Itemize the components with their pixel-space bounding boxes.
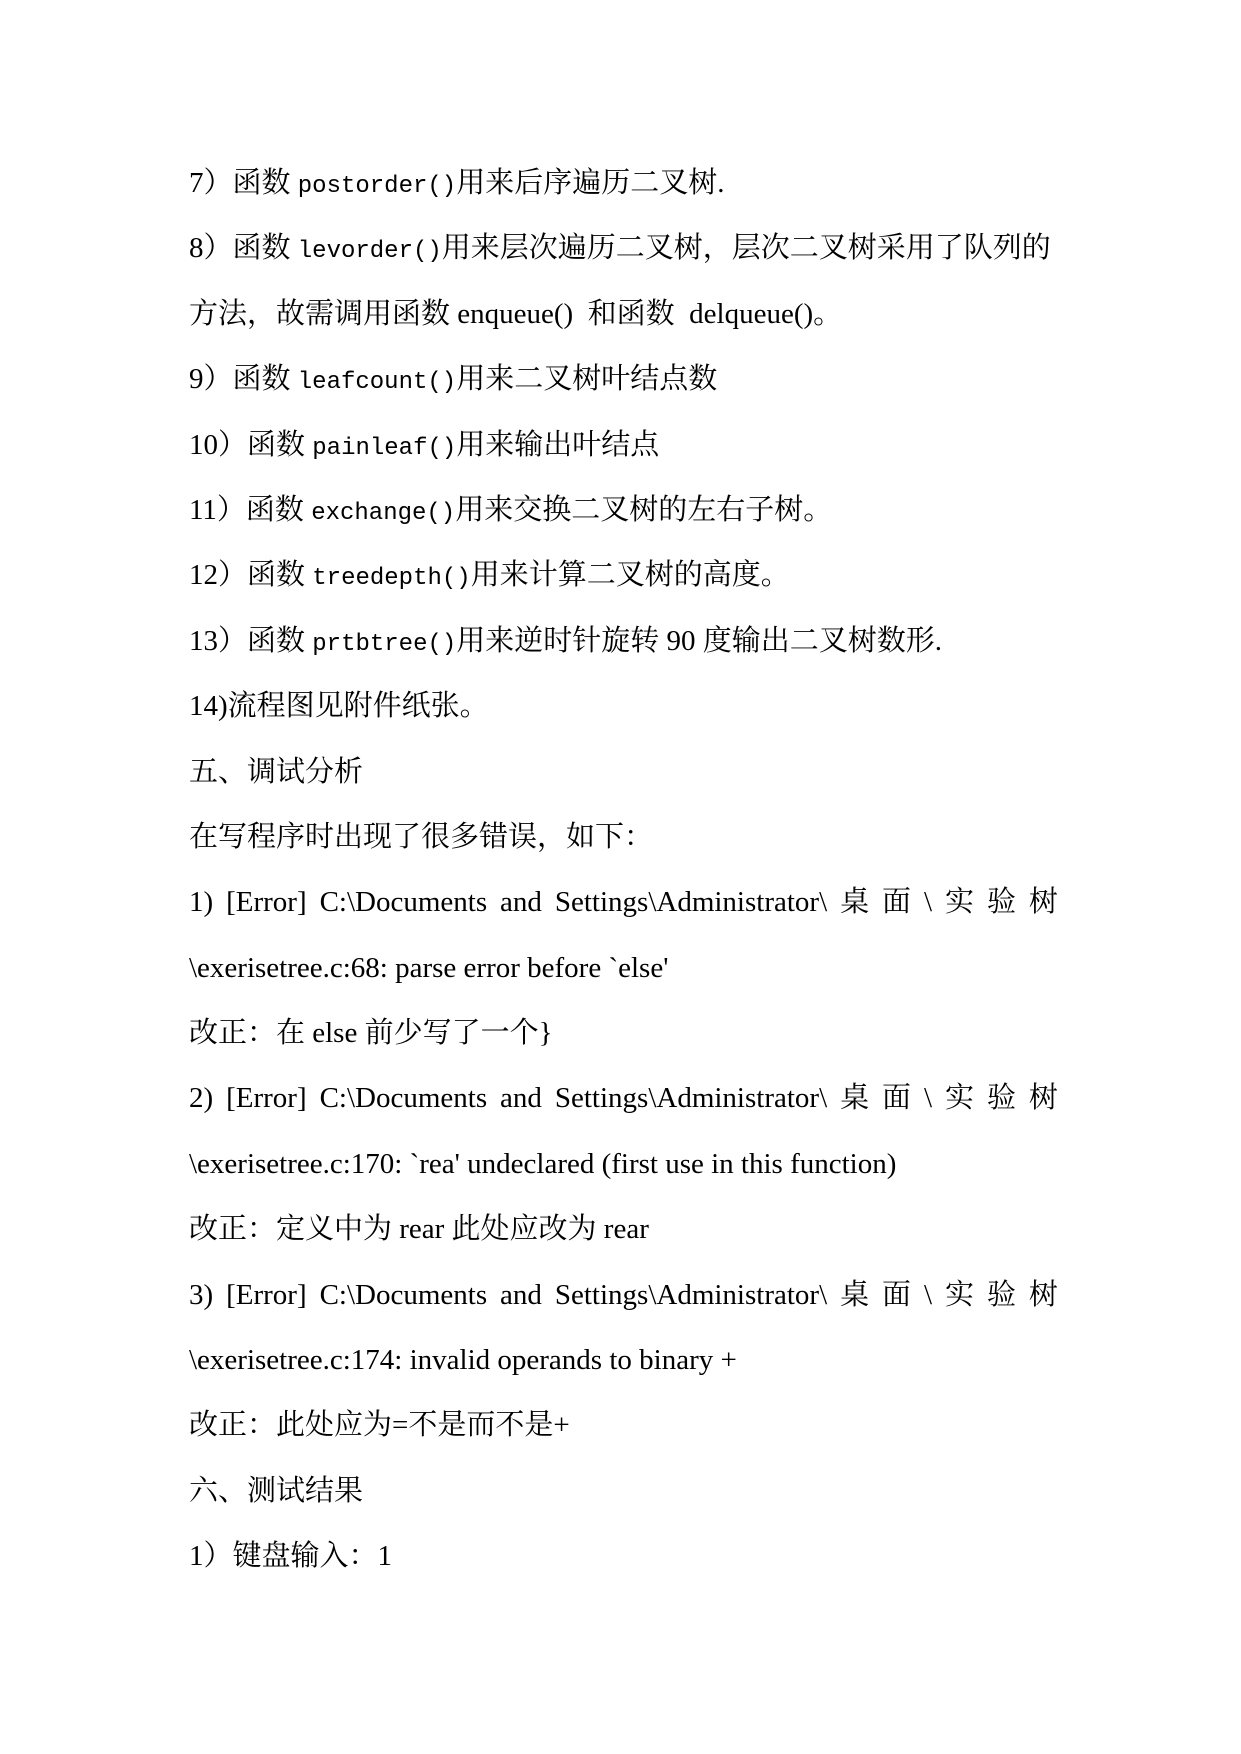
section-intro: 在写程序时出现了很多错误，如下：	[189, 820, 654, 853]
function-name: leafcount()	[297, 369, 457, 397]
error-path-word: Settings\Administrator\	[554, 1082, 828, 1115]
page-content	[189, 151, 1058, 1590]
error-path-word: Settings\Administrator\	[554, 886, 828, 919]
list-item-14: 14)流程图见附件纸张。	[189, 690, 489, 723]
list-item-8	[189, 216, 1058, 281]
error-path-word: and	[500, 1082, 542, 1115]
error-path-word: [Error]	[226, 886, 307, 919]
item-description: 用来逆时针旋转 90 度输出二叉树数形.	[456, 624, 943, 657]
item-prefix: 8）函数	[189, 232, 298, 265]
error-path-word: and	[500, 886, 542, 919]
function-name: postorder()	[297, 173, 457, 200]
function-name: treedepth()	[312, 565, 471, 593]
error-path-word: \	[923, 1082, 933, 1115]
error-path-word: 树	[1028, 1278, 1058, 1311]
error-path-word: 面	[882, 1082, 912, 1115]
error-2-detail: \exerisetree.c:170: `rea' undeclared (first use in this function)	[189, 1147, 897, 1180]
error-path-word: 验	[986, 886, 1016, 919]
error-path-word: C:\Documents	[319, 1082, 488, 1115]
error-path-word: 树	[1028, 1082, 1058, 1115]
error-1-fix: 改正：在 else 前少写了一个}	[189, 1017, 553, 1050]
item-prefix: 11）函数	[189, 493, 312, 526]
list-item-8-continuation: 方法，故需调用函数 enqueue() 和函数 delqueue()。	[189, 297, 843, 330]
item-description: 用来后序遍历二叉树.	[456, 167, 725, 199]
error-path-word: Settings\Administrator\	[554, 1278, 828, 1311]
error-2-fix: 改正：定义中为 rear 此处应改为 rear	[189, 1213, 649, 1246]
list-item-9	[189, 347, 1058, 412]
error-3-message	[189, 1263, 1058, 1328]
error-path-word: 实	[944, 886, 974, 919]
item-prefix: 9）函数	[189, 363, 298, 396]
list-item-7	[189, 151, 1058, 216]
item-prefix: 13）函数	[189, 624, 313, 657]
error-path-word: 2)	[189, 1082, 214, 1115]
function-name: levorder()	[297, 238, 442, 266]
error-3-detail: \exerisetree.c:174: invalid operands to binary +	[189, 1344, 737, 1377]
error-1-detail: \exerisetree.c:68: parse error before `else'	[189, 951, 669, 984]
item-prefix: 7）函数	[189, 167, 298, 199]
error-path-word: \	[923, 886, 933, 919]
item-description: 用来计算二叉树的高度。	[470, 559, 790, 592]
error-path-word: 验	[986, 1082, 1016, 1115]
error-path-word: and	[500, 1278, 542, 1311]
error-1-message	[189, 870, 1058, 935]
error-path-word: 1)	[189, 886, 214, 919]
error-3-fix: 改正：此处应为=不是而不是+	[189, 1409, 570, 1442]
error-path-word: \	[923, 1278, 933, 1311]
error-path-word: [Error]	[226, 1082, 307, 1115]
section-heading-test-results: 六、测试结果	[189, 1474, 364, 1507]
list-item-12	[189, 543, 1058, 608]
list-item-11	[189, 478, 1058, 543]
item-prefix: 12）函数	[189, 559, 313, 592]
function-name: exchange()	[311, 499, 456, 527]
error-path-word: 桌	[840, 1082, 870, 1115]
item-description: 用来输出叶结点	[456, 428, 660, 461]
error-path-word: 树	[1028, 886, 1058, 919]
error-path-word: 桌	[840, 1278, 870, 1311]
error-path-word: 3)	[189, 1278, 214, 1311]
item-prefix: 10）函数	[189, 428, 313, 461]
function-name: prtbtree()	[312, 630, 457, 658]
item-description: 用来交换二叉树的左右子树。	[455, 493, 833, 526]
error-path-word: 实	[944, 1278, 974, 1311]
error-path-word: C:\Documents	[319, 886, 488, 919]
list-item-10	[189, 413, 1058, 478]
item-description: 用来层次遍历二叉树，层次二叉树采用了队列的	[441, 232, 1051, 265]
section-heading-debug: 五、调试分析	[189, 755, 364, 788]
error-path-word: [Error]	[226, 1278, 307, 1311]
error-path-word: 面	[882, 886, 912, 919]
error-path-word: 桌	[840, 886, 870, 919]
error-path-word: 验	[986, 1278, 1016, 1311]
test-item-1: 1）键盘输入：1	[189, 1540, 393, 1573]
error-path-word: 面	[882, 1278, 912, 1311]
error-path-word: C:\Documents	[319, 1278, 488, 1311]
item-description: 用来二叉树叶结点数	[456, 363, 718, 396]
error-2-message	[189, 1066, 1058, 1131]
function-name: painleaf()	[312, 434, 457, 462]
list-item-13	[189, 609, 1058, 674]
error-path-word: 实	[944, 1082, 974, 1115]
